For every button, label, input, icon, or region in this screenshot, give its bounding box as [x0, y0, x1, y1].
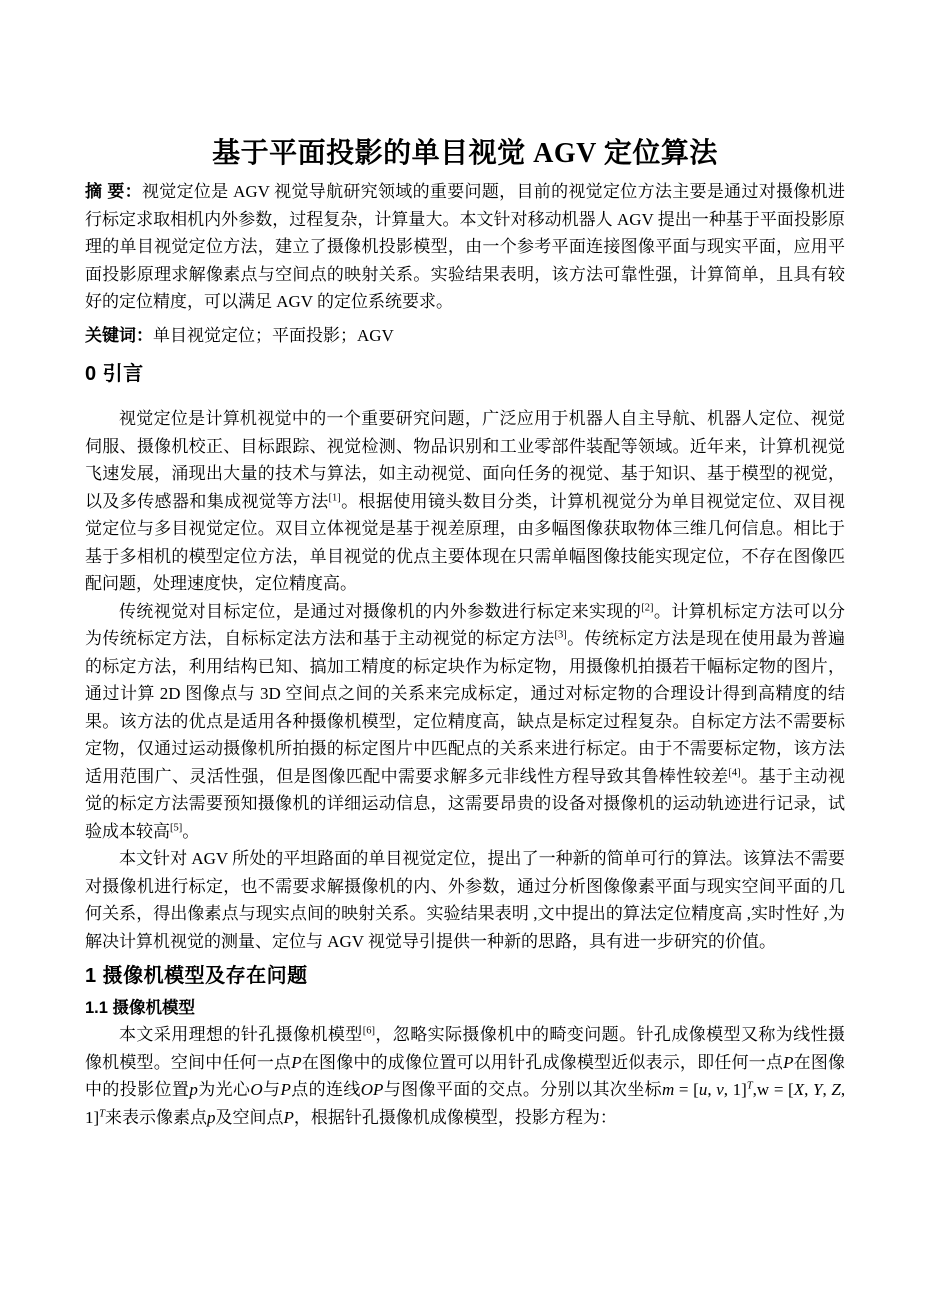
- paper-title: 基于平面投影的单目视觉 AGV 定位算法: [212, 138, 718, 169]
- section-heading-introduction: 0 引言: [85, 363, 144, 385]
- intro-paragraph-2: 传统视觉对目标定位，是通过对摄像机的内外参数进行标定来实现的[2]。计算机标定方法可以分为传统标定方法，自标标定法方法和基于主动视觉的标定方法[3]。传统标定方法是现在使用最为普遍的标定方法，利用结构已知、搞加工精度的标定块作为标定物，用摄像机拍摄若干幅标定物的图片，通过计算 2D 图像点与 3D 空间点之间的关系来完成标定，通过对标定物的合理设计得到高精度的结果。该方法的优点是适用各种摄像机模型，定位精度高，缺点是标定过程复杂。自标定方法不需要标定物，仅通过运动摄像机所拍摄的标定图片中匹配点的关系来进行标定。由于不需要标定物，该方法适用范围广、灵活性强，但是图像匹配中需要求解多元非线性方程导致其鲁棒性较差[4]。基于主动视觉的标定方法需要预知摄像机的详细运动信息，这需要昂贵的设备对摄像机的运动轨迹进行记录，试验成本较高[5]。: [85, 601, 846, 841]
- abstract-text: 视觉定位是 AGV 视觉导航研究领域的重要问题，目前的视觉定位方法主要是通过对摄像机进行标定求取相机内外参数，过程复杂，计算量大。本文针对移动机器人 AGV 提出一种基于平面投影原理的单目视觉定位方法，建立了摄像机投影模型，由一个参考平面连接图像平面与现实平面，应用平面投影原理求解像素点与空间点的映射关系。实验结果表明，该方法可靠性强，计算简单，且具有较好的定位精度，可以满足 AGV 的定位系统要求。: [85, 182, 845, 311]
- intro-paragraph-1: 视觉定位是计算机视觉中的一个重要研究问题，广泛应用于机器人自主导航、机器人定位、视觉伺服、摄像机校正、目标跟踪、视觉检测、物品识别和工业零部件装配等领域。近年来，计算机视觉飞速发展，涌现出大量的技术与算法，如主动视觉、面向任务的视觉、基于知识、基于模型的视觉，以及多传感器和集成视觉等方法[1]。根据使用镜头数目分类，计算机视觉分为单目视觉定位、双目视觉定位与多目视觉定位。双目立体视觉是基于视差原理，由多幅图像获取物体三维几何信息。相比于基于多相机的模型定位方法，单目视觉的优点主要体现在只需单幅图像技能实现定位，不存在图像匹配问题，处理速度快，定位精度高。: [85, 409, 845, 593]
- keywords-text: 单目视觉定位；平面投影；AGV: [153, 325, 394, 345]
- keywords: [85, 322, 845, 350]
- intro-paragraph-3: 本文针对 AGV 所处的平坦路面的单目视觉定位，提出了一种新的简单可行的算法。该算法不需要对摄像机进行标定，也不需要求解摄像机的内、外参数，通过分析图像像素平面与现实空间平面的几何关系，得出像素点与现实点间的映射关系。实验结果表明 ,文中提出的算法定位精度高 ,实时性好 ,为解决计算机视觉的测量、定位与 AGV 视觉导引提供一种新的思路，具有进一步研究的价值。: [85, 849, 845, 951]
- section-heading-camera-model: 1 摄像机模型及存在问题: [85, 965, 308, 987]
- abstract: [85, 178, 845, 316]
- abstract-label: 摘 要：: [85, 182, 142, 201]
- camera-model-paragraph: 本文采用理想的针孔摄像机模型[6]，忽略实际摄像机中的畸变问题。针孔成像模型又称为线性摄像机模型。空间中任何一点P在图像中的成像位置可以用针孔成像模型近似表示，即任何一点P在图像中的投影位置p为光心O与P点的连线OP与图像平面的交点。分别以其次坐标m = [u, v, 1]$^T$,w = [X, Y, Z, 1]$^T$来表示像素点p及空间点P，根据针孔摄像机成像模型，投影方程为：: [85, 1025, 846, 1127]
- subsection-heading-camera-model: 1.1 摄像机模型: [85, 999, 196, 1017]
- keywords-label: 关键词：: [85, 325, 153, 345]
